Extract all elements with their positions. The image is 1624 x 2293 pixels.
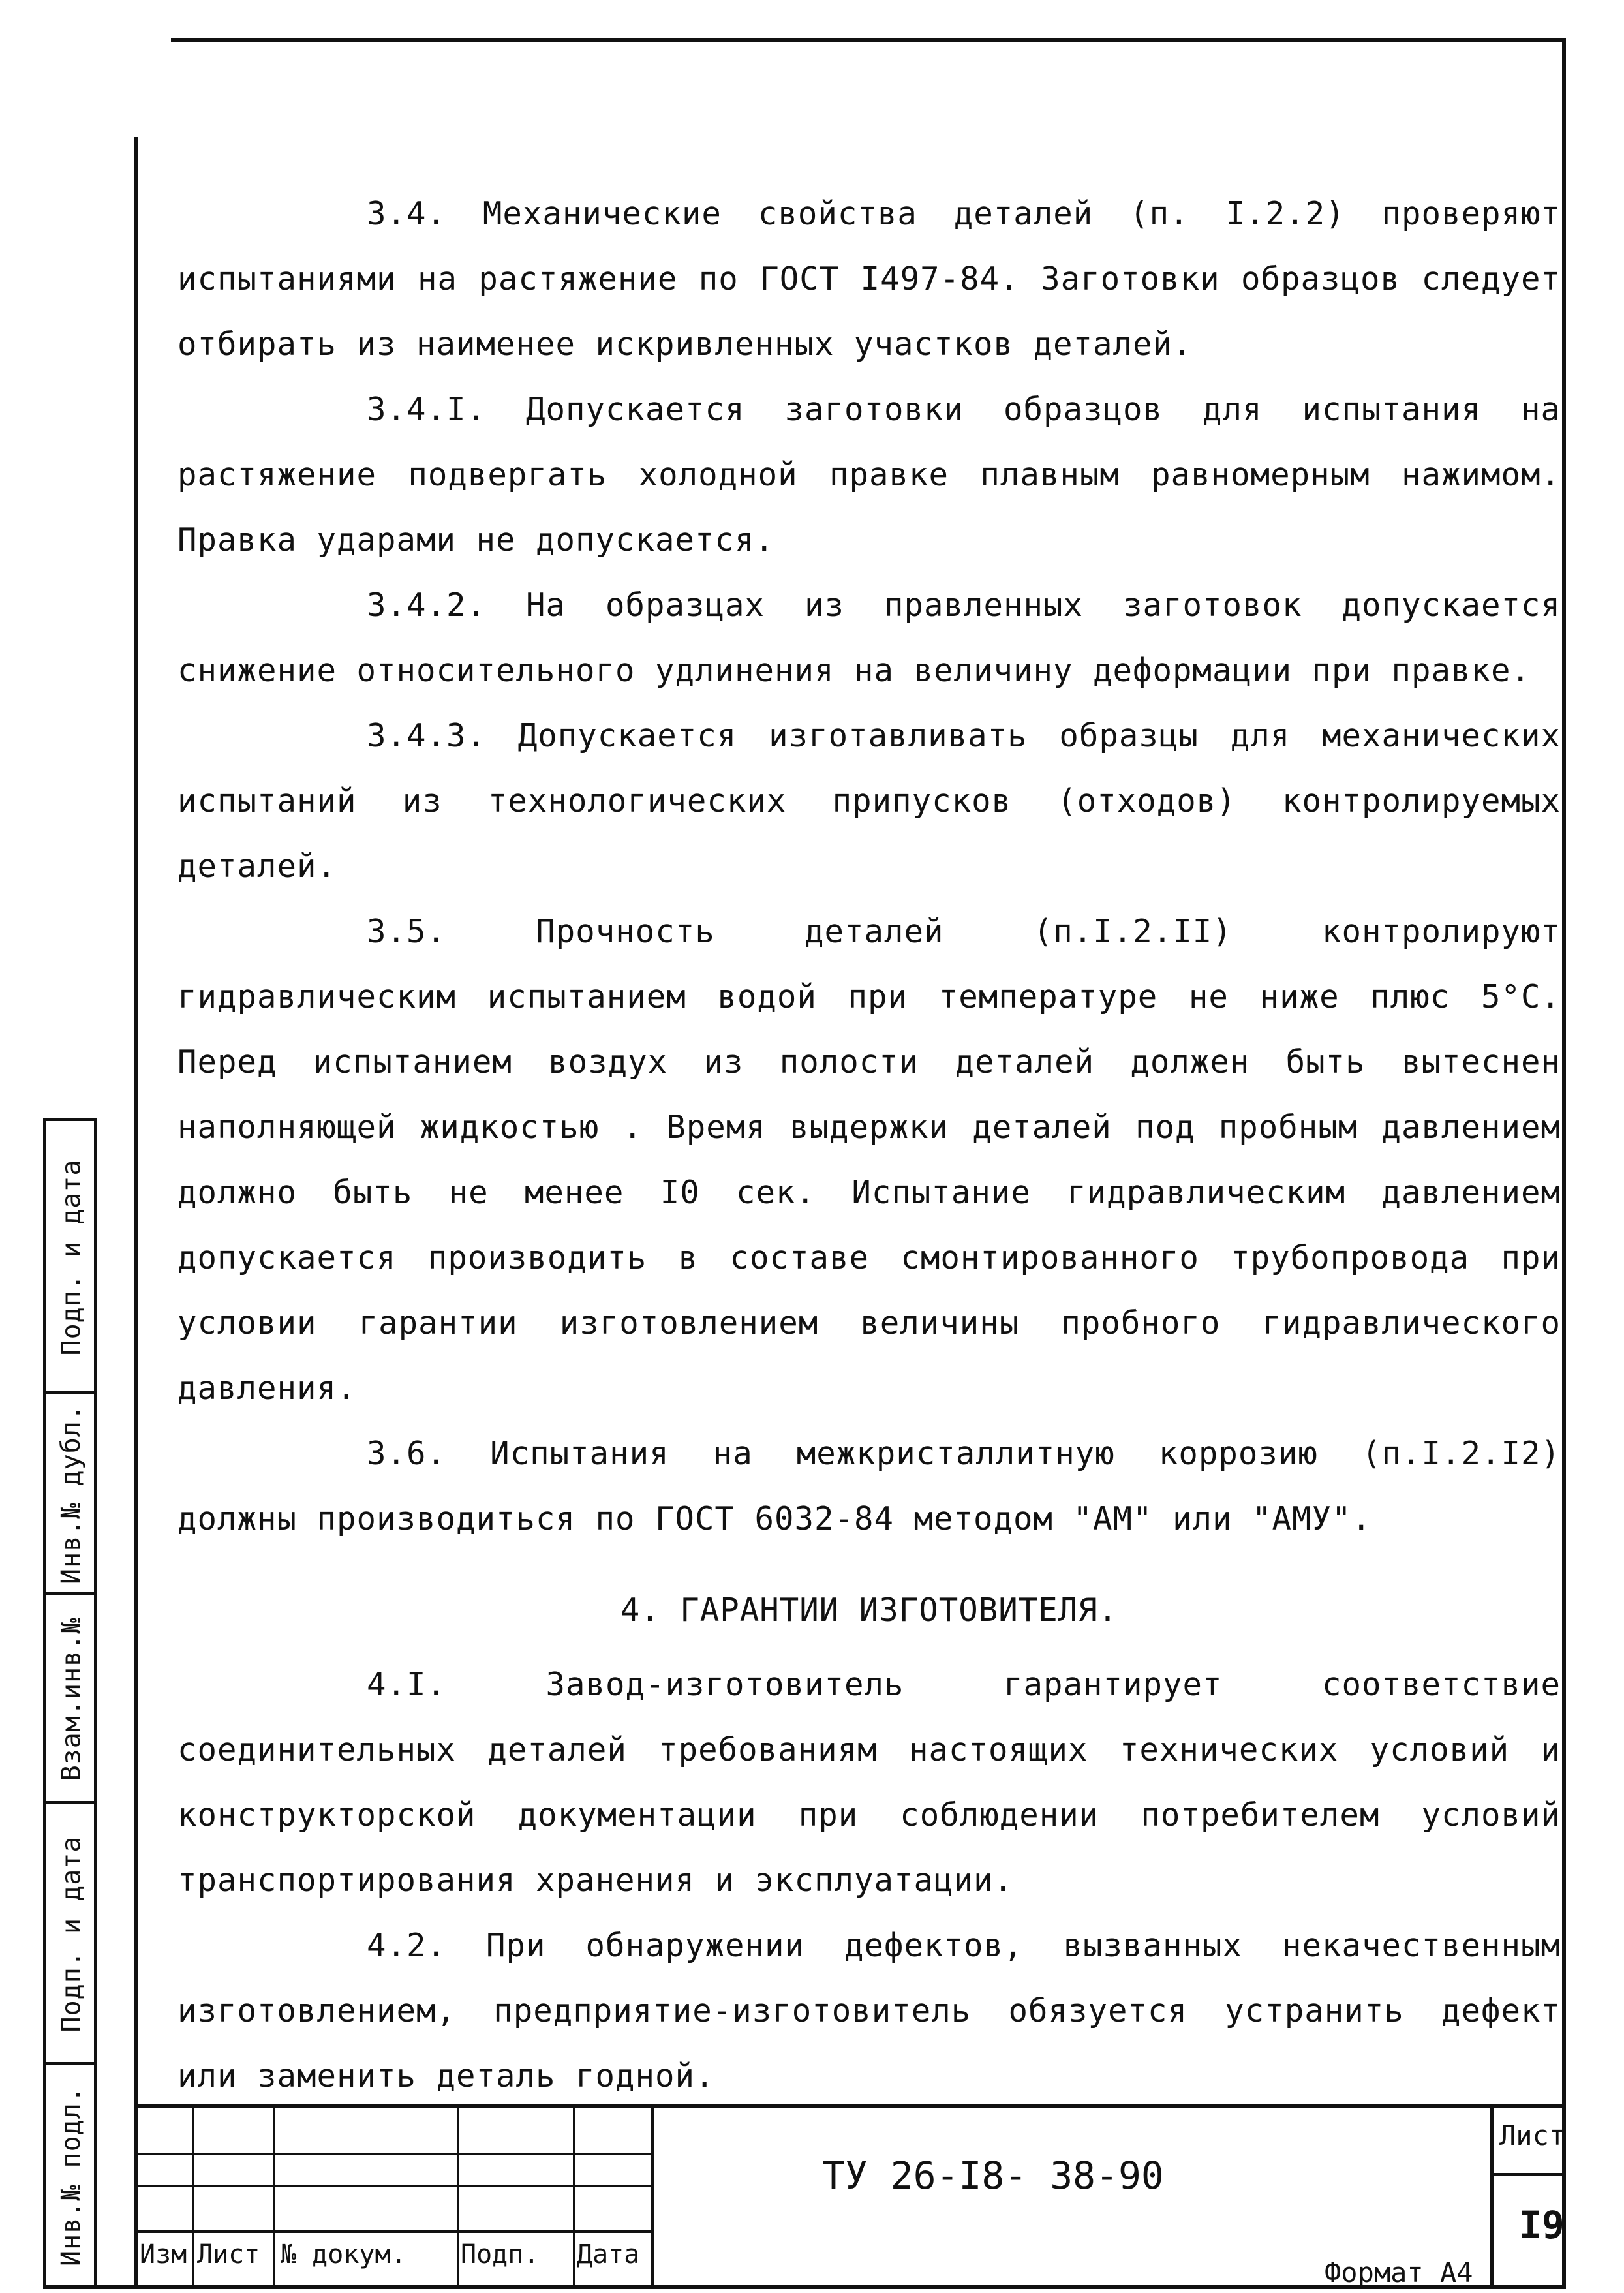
title-block-sheet-row-line xyxy=(1490,2173,1566,2176)
paragraph-3-5: 3.5. Прочность деталей (п.I.2.II) контролируют гидравлическим испытанием водой при температуре не ниже плюс 5°С. Перед испытанием воздух из полости деталей должен быть вытеснен наполняющей жидкостью . Время выдержки деталей под пробным давлением должно быть не менее I0 сек. Испытание гидравлическим давлением допускается производить в составе смонтированного трубопровода при условии гарантии изготовлением величины пробного гидравлического давления. xyxy=(177,913,1561,1407)
paragraph-3-4-1: 3.4.I. Допускается заготовки образцов для испытания на растяжение подвергать холодной правке плавным равномерным нажимом. Правка ударами не допускается. xyxy=(177,391,1561,559)
sidebar-duplicate-inv xyxy=(46,1391,97,1595)
sidebar-replace-inv xyxy=(46,1592,97,1804)
title-block-col-line-1 xyxy=(192,2104,194,2287)
paragraph-4-1: 4.I. Завод-изготовитель гарантирует соответствие соединительных деталей требованиям настоящих технических условий и конструкторской документации при соблюдении потребителем условий транспортирования хранения и эксплуатации. xyxy=(177,1666,1561,1899)
frame-top-line xyxy=(171,38,1566,42)
title-block-date-label: Дата xyxy=(577,2239,640,2270)
sidebar-signature-date-2 xyxy=(46,1801,97,2065)
sheet-number: I9 xyxy=(1519,2203,1565,2247)
title-block-doc-number-label: № докум. xyxy=(281,2239,406,2270)
frame-right-line xyxy=(1562,38,1566,2289)
title-block-col-line-4 xyxy=(573,2104,575,2287)
frame-left-line xyxy=(134,137,138,2289)
section-heading-4: 4. ГАРАНТИИ ИЗГОТОВИТЕЛЯ. xyxy=(620,1592,1118,1629)
sheet-label: Лист xyxy=(1499,2119,1566,2151)
paragraph-3-6: 3.6. Испытания на межкристаллитную коррозию (п.I.2.I2) должны производиться по ГОСТ 6032-84 методом "АМ" или "АМУ". xyxy=(177,1435,1561,1537)
document-code: ТУ 26-I8- 38-90 xyxy=(822,2153,1164,2198)
paragraph-4-2: 4.2. При обнаружении дефектов, вызванных некачественным изготовлением, предприятие-изготовитель обязуется устранить дефект или заменить деталь годной. xyxy=(177,1927,1561,2095)
sidebar-signature-date-1 xyxy=(46,1118,97,1394)
title-block-sheet-col-label: Лист xyxy=(197,2239,260,2270)
paragraph-3-4: 3.4. Механические свойства деталей (п. I.2.2) проверяют испытаниями на растяжение по ГОСТ I497-84. Заготовки образцов следует отбирать из наименее искривленных участков деталей. xyxy=(177,195,1561,363)
title-block-signature-label: Подп. xyxy=(461,2239,540,2270)
paragraph-3-4-2: 3.4.2. На образцах из правленных заготовок допускается снижение относительного удлинения на величину деформации при правке. xyxy=(177,587,1561,689)
paper-format-label: Формат А4 xyxy=(1325,2256,1473,2288)
document-body xyxy=(177,181,1561,2109)
sidebar-signature-date-2-label: Подп. и дата xyxy=(56,1836,87,2033)
title-block-change-label: Изм xyxy=(140,2239,187,2270)
title-block-col-line-2 xyxy=(273,2104,275,2287)
title-block-sheet-col-line xyxy=(1490,2104,1494,2287)
paragraph-3-4-3: 3.4.3. Допускается изготавливать образцы для механических испытаний из технологических припусков (отходов) контролируемых деталей. xyxy=(177,717,1561,885)
sidebar-signature-date-1-label: Подп. и дата xyxy=(56,1159,87,1356)
sidebar-duplicate-inv-label: Инв.№ дубл. xyxy=(56,1404,86,1584)
sidebar-original-inv-label: Инв.№ подл. xyxy=(56,2086,86,2266)
title-block-col-line-3 xyxy=(457,2104,459,2287)
sidebar-original-inv xyxy=(46,2062,97,2288)
title-block-col-line-5 xyxy=(651,2104,654,2287)
sidebar-replace-inv-label: Взам.инв.№ xyxy=(56,1617,87,1781)
title-block-top-line xyxy=(137,2104,1566,2108)
